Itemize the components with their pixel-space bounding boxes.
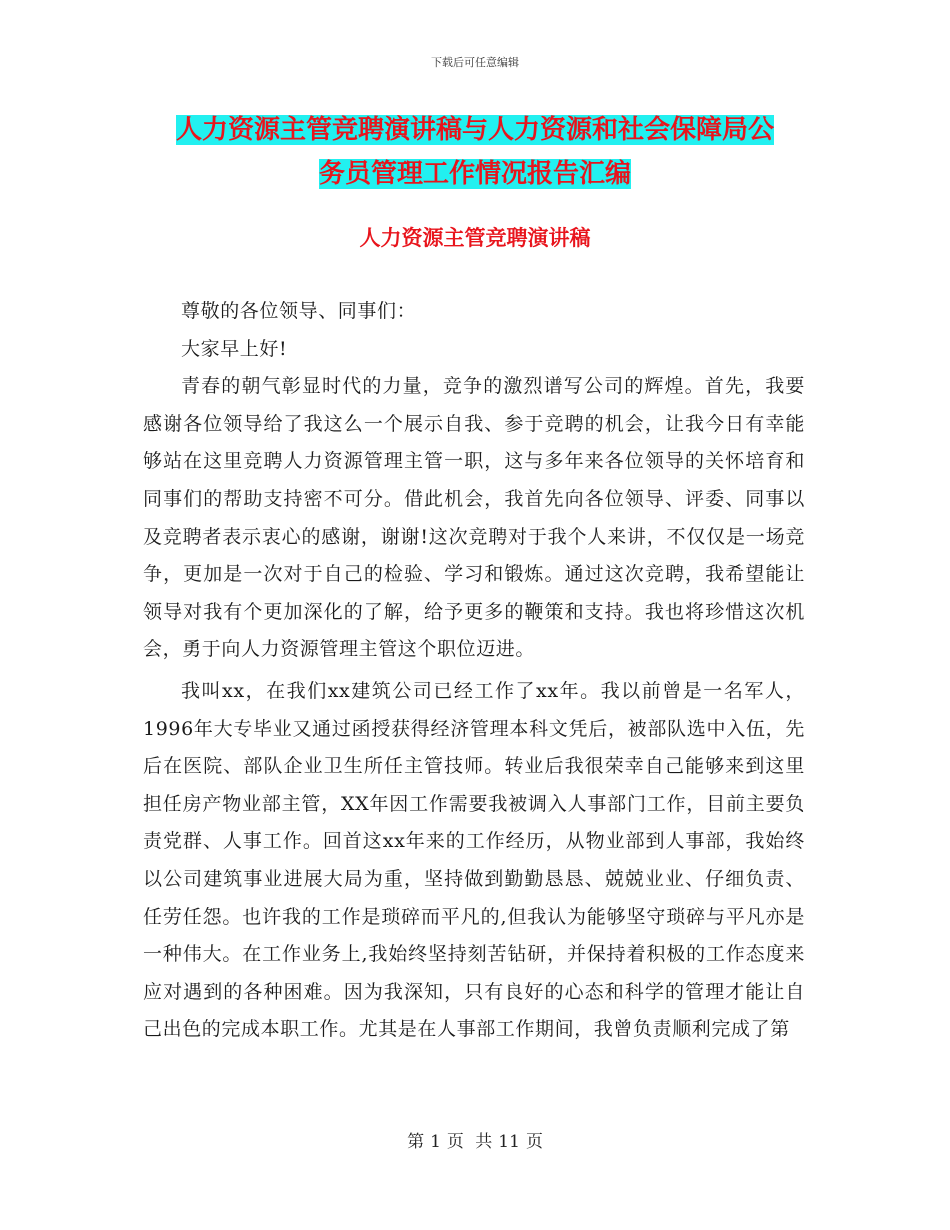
document-title-line-1: 人力资源主管竞聘演讲稿与人力资源和社会保障局公 (175, 115, 774, 145)
page-footer (0, 1127, 950, 1152)
body-paragraph: 我叫xx，在我们xx建筑公司已经工作了xx年。我以前曾是一名军人，1996年大专毕业又通过函授获得经济管理本科文凭后，被部队选中入伍，先后在医院、部队企业卫生所任主管技师。转业后我很荣幸自己能够来到这里担任房产物业部主管，XX年因工作需要我被调入人事部门工作，目前主要负责党群、人事工作。回首这xx年来的工作经历，从物业部到人事部，我始终以公司建筑事业进展大局为重，坚持做到勤勤恳恳、兢兢业业、仔细负责、任劳任怨。也许我的工作是琐碎而平凡的,但我认为能够坚守琐碎与平凡亦是一种伟大。在工作业务上,我始终坚持刻苦钻研，并保持着积极的工作态度来应对遇到的各种困难。因为我深知，只有良好的心态和科学的管理才能让自己出色的完成本职工作。尤其是在人事部工作期间，我曾负责顺利完成了第 (143, 679, 805, 1041)
page-number: 1 (430, 1132, 441, 1152)
document-title-line-2: 务员管理工作情况报告汇编 (318, 159, 631, 189)
salutation-paragraph: 尊敬的各位领导、同事们： (181, 300, 417, 322)
footer-prefix: 第 (407, 1132, 425, 1152)
document-body (143, 293, 805, 1049)
page-header-note: 下载后可任意编辑 (431, 56, 519, 69)
document-title (145, 108, 805, 196)
body-paragraph: 青春的朝气彰显时代的力量，竞争的激烈谱写公司的辉煌。首先，我要感谢各位领导给了我这么一个展示自我、参于竞聘的机会，让我今日有幸能够站在这里竞聘人力资源管理主管一职，这与多年来各位领导的关怀培育和同事们的帮助支持密不可分。借此机会，我首先向各位领导、评委、同事以及竞聘者表示衷心的感谢，谢谢!这次竞聘对于我个人来讲，不仅仅是一场竞争，更加是一次对于自己的检验、学习和锻炼。通过这次竞聘，我希望能让领导对我有个更加深化的了解，给予更多的鞭策和支持。我也将珍惜这次机会，勇于向人力资源管理主管这个职位迈进。 (143, 375, 805, 661)
footer-suffix: 页 (525, 1132, 543, 1152)
section-title: 人力资源主管竞聘演讲稿 (359, 226, 591, 250)
greeting-paragraph: 大家早上好! (181, 337, 288, 360)
footer-middle: 页 共 (446, 1132, 493, 1152)
total-pages: 11 (498, 1132, 520, 1152)
